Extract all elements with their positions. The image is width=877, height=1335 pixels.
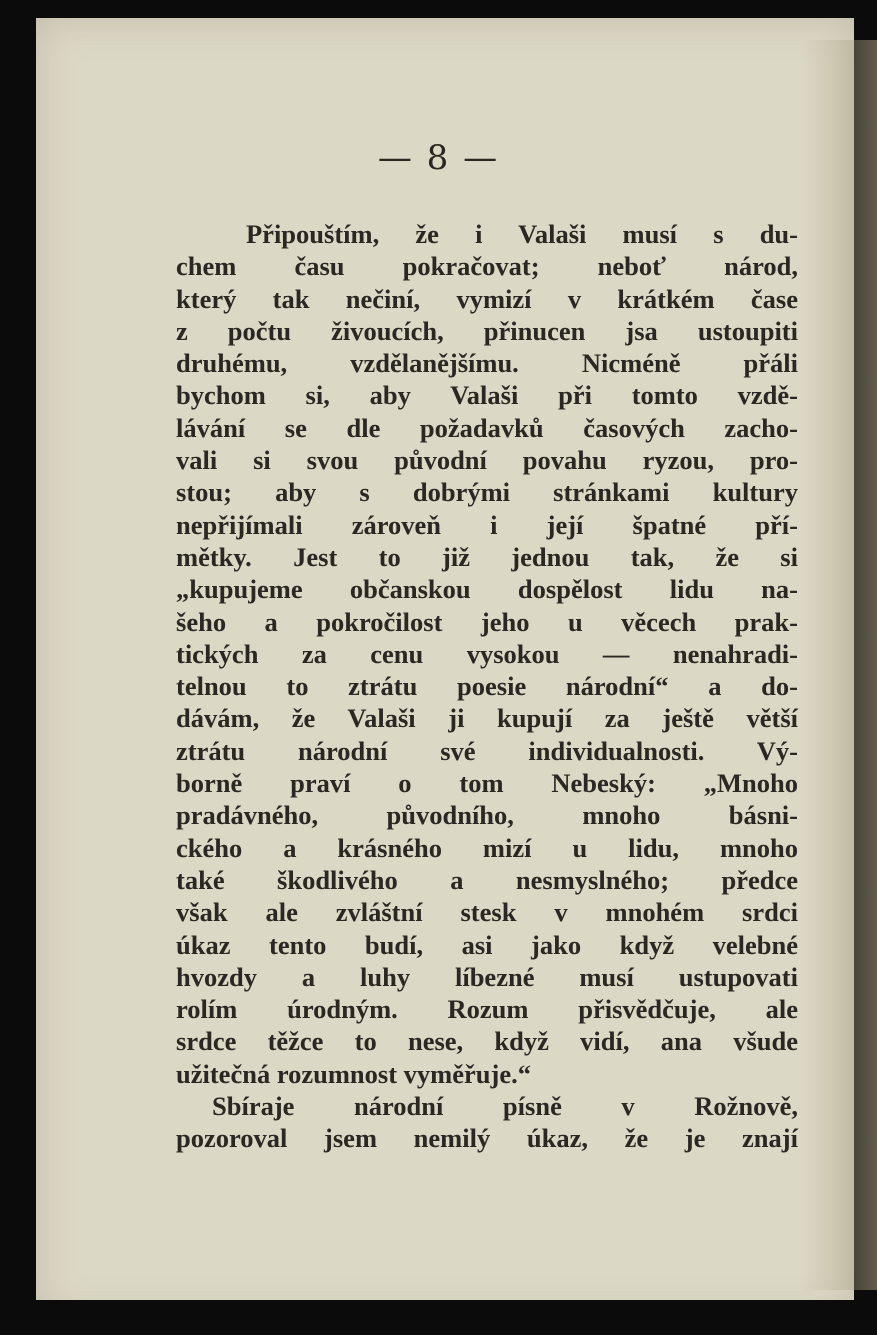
text-line: bychom si, aby Valaši při tomto vzdě- xyxy=(176,380,798,411)
text-line: nepřijímali zároveň i její špatné pří- xyxy=(176,509,798,540)
text-line: však ale zvláštní stesk v mnohém srdci xyxy=(176,897,798,928)
text-line: užitečná rozumnost vyměřuje.“ xyxy=(176,1058,531,1089)
text-line: dávám, že Valaši ji kupují za ještě větší xyxy=(176,703,798,734)
text-line: srdce těžce to nese, když vidí, ana všude xyxy=(176,1026,798,1057)
text-line: telnou to ztrátu poesie národní“ a do- xyxy=(176,671,798,702)
text-line: pozoroval jsem nemilý úkaz, že je znají xyxy=(176,1123,798,1154)
text-line: vali si svou původní povahu ryzou, pro- xyxy=(176,445,798,476)
page-edge-shadow xyxy=(800,40,877,1290)
text-line: Sbíraje národní písně v Rožnově, xyxy=(212,1091,798,1122)
text-line: také škodlivého a nesmyslného; předce xyxy=(176,864,798,895)
text-line: který tak nečiní, vymizí v krátkém čase xyxy=(176,283,798,314)
text-line: lávání se dle požadavků časových zacho- xyxy=(176,412,798,443)
text-line: Připouštím, že i Valaši musí s du- xyxy=(246,219,798,249)
text-line: úkaz tento budí, asi jako když velebné xyxy=(176,929,798,960)
page-number: — 8 — xyxy=(377,138,500,178)
text-line: tických za cenu vysokou — nenahradi- xyxy=(176,638,798,669)
body-text xyxy=(176,218,798,1155)
text-line: mětky. Jest to již jednou tak, že si xyxy=(176,541,798,572)
text-line: rolím úrodným. Rozum přisvědčuje, ale xyxy=(176,994,798,1025)
text-line: ckého a krásného mizí u lidu, mnoho xyxy=(176,832,798,863)
text-line: chem času pokračovat; neboť národ, xyxy=(176,251,798,282)
bottom-edge xyxy=(0,1300,877,1335)
text-line: šeho a pokročilost jeho u věcech prak- xyxy=(176,606,798,637)
text-line: borně praví o tom Nebeský: „Mnoho xyxy=(176,768,798,799)
text-line: z počtu živoucích, přinucen jsa ustoupiti xyxy=(176,315,798,346)
text-line: pradávného, původního, mnoho básni- xyxy=(176,800,798,831)
text-line: ztrátu národní své individualnosti. Vý- xyxy=(176,735,798,766)
text-line: druhému, vzdělanějšímu. Nicméně přáli xyxy=(176,348,798,379)
text-line: hvozdy a luhy líbezné musí ustupovati xyxy=(176,961,798,992)
text-line: „kupujeme občanskou dospělost lidu na- xyxy=(176,574,798,605)
text-line: stou; aby s dobrými stránkami kultury xyxy=(176,477,798,508)
